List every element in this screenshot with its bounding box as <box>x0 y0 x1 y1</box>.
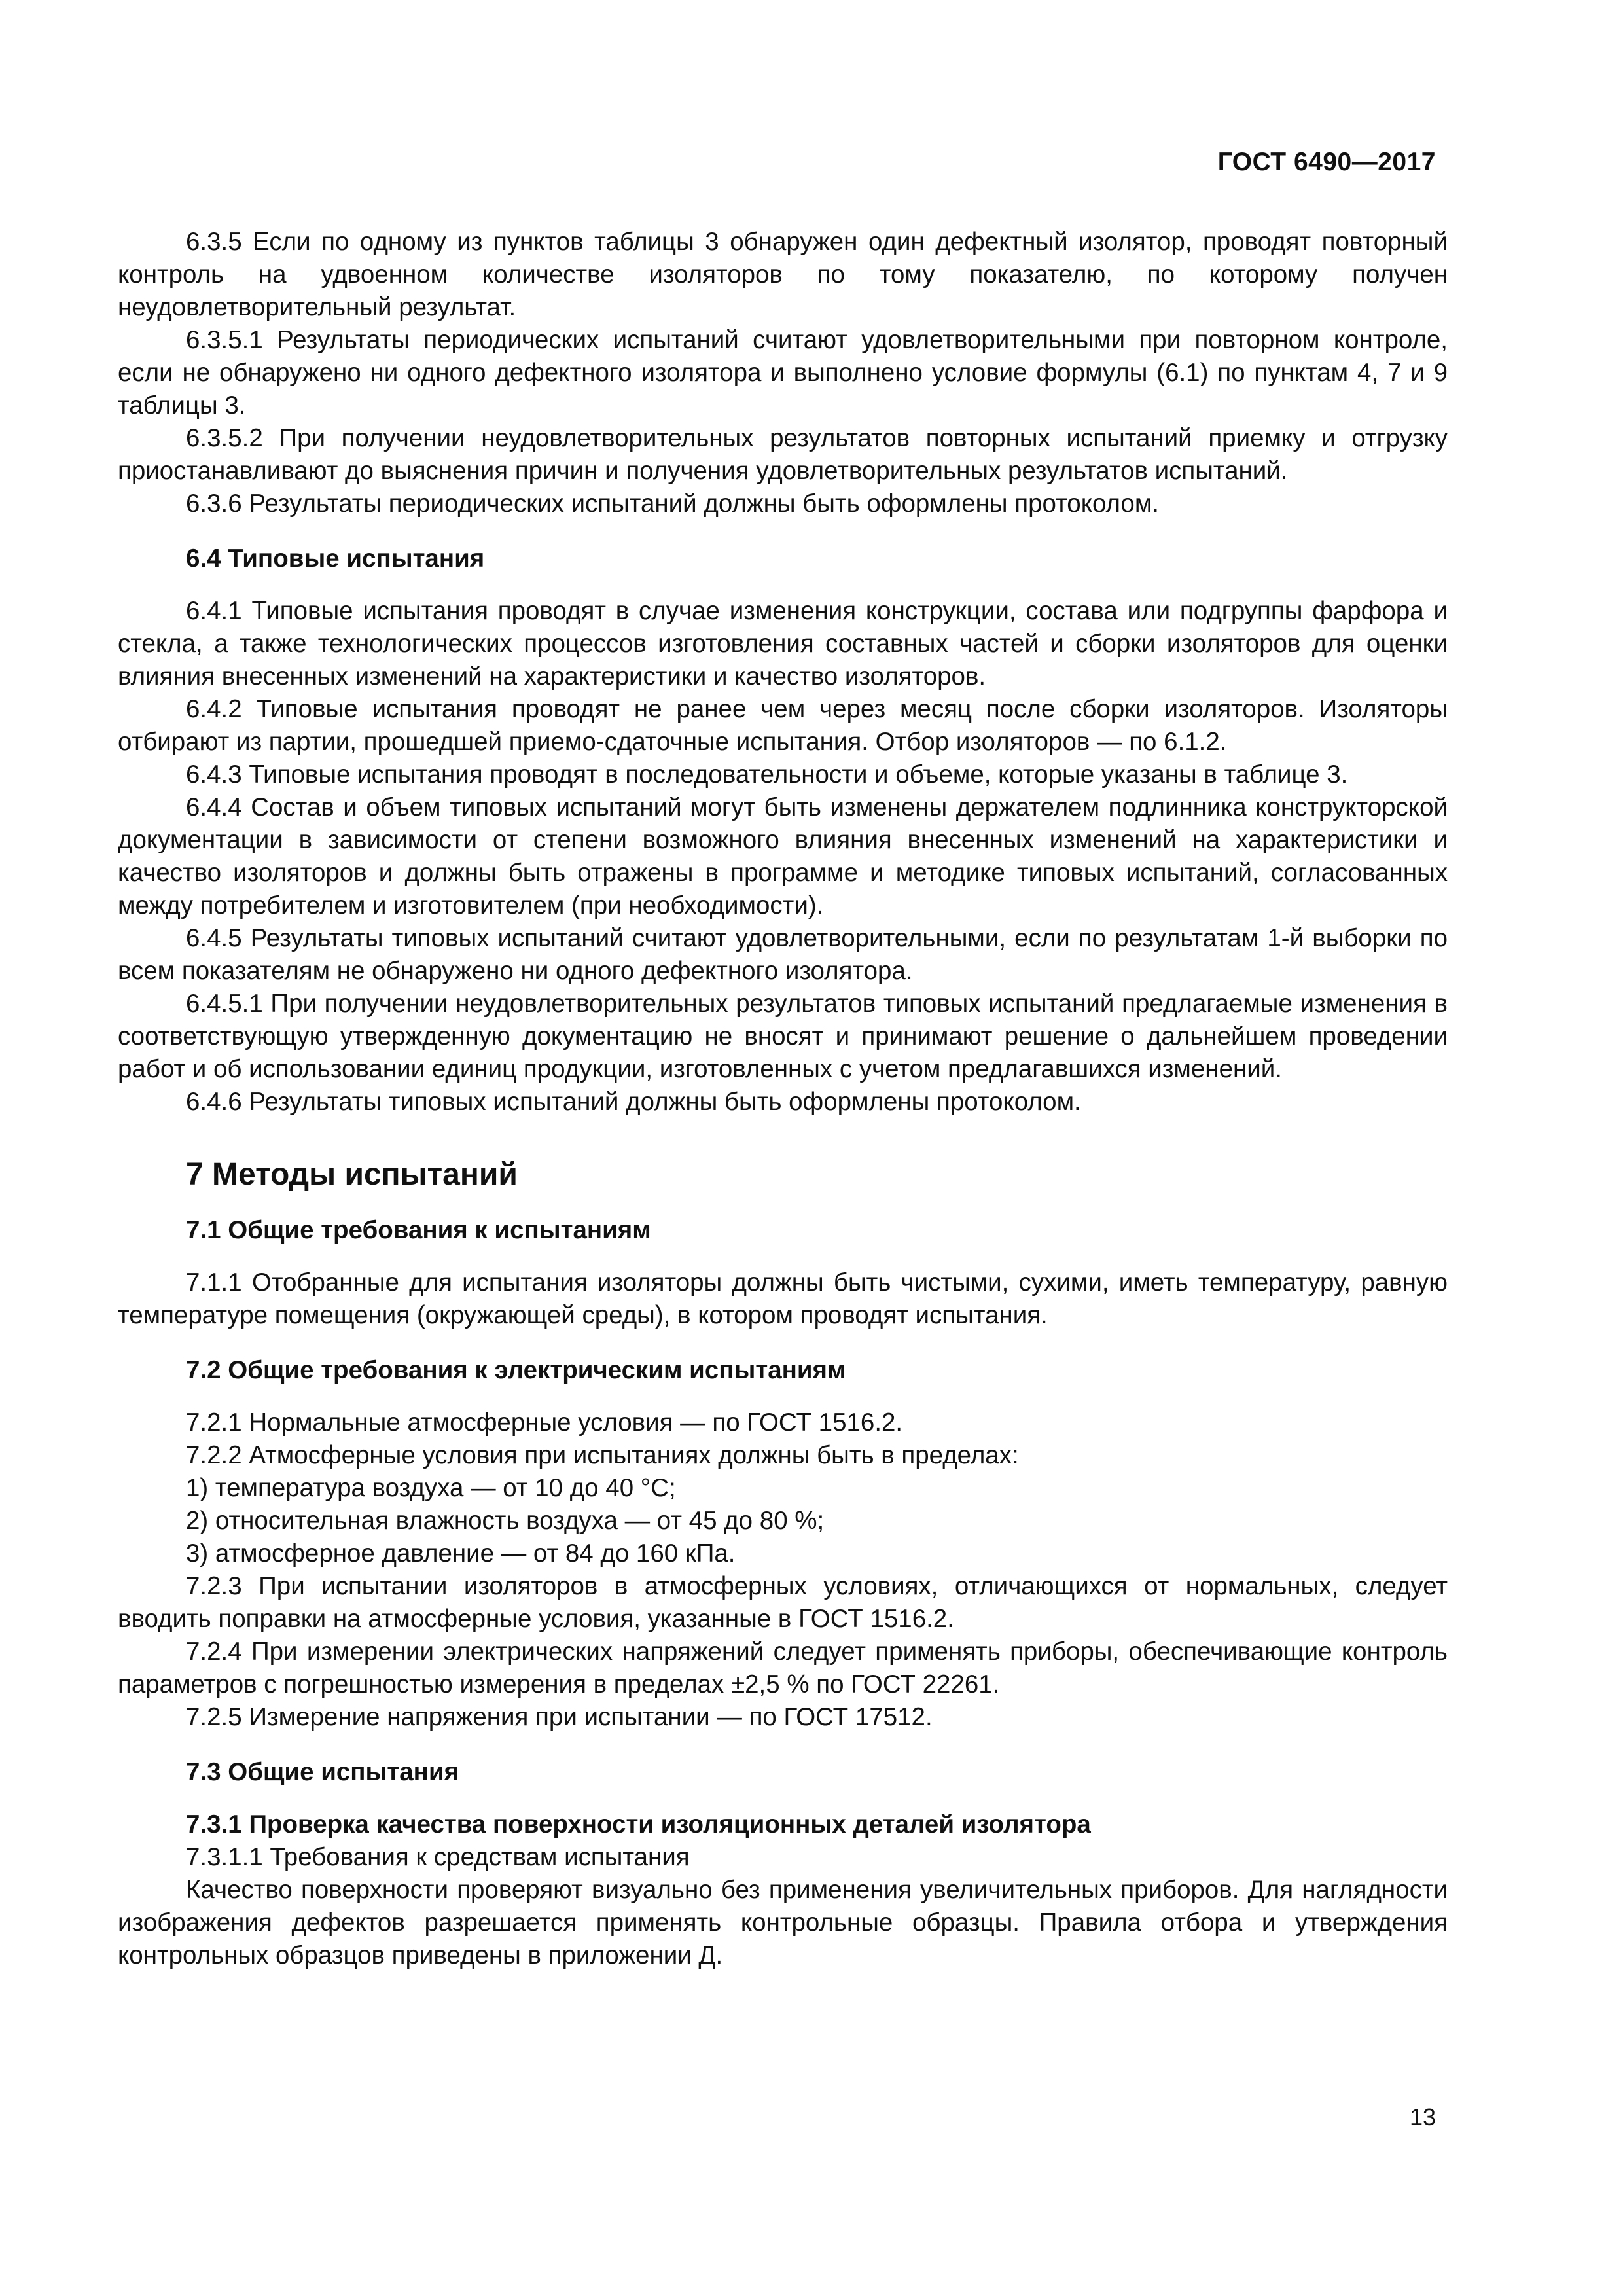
paragraph-7-1-1: 7.1.1 Отобранные для испытания изоляторы должны быть чистыми, сухими, иметь температуру, равную температуре помещения (окружающей среды), в котором проводят испытания. <box>118 1268 1448 1329</box>
paragraph-7-2-1: 7.2.1 Нормальные атмосферные условия — по ГОСТ 1516.2. <box>186 1408 903 1437</box>
paragraph-6-4-6: 6.4.6 Результаты типовых испытаний должны быть оформлены протоколом. <box>186 1088 1081 1116</box>
section-heading-7-3-1: 7.3.1 Проверка качества поверхности изоляционных деталей изолятора <box>186 1810 1091 1839</box>
paragraph-6-3-5: 6.3.5 Если по одному из пунктов таблицы 3 обнаружен один дефектный изолятор, проводят повторный контроль на удвоенном количестве изоляторов по тому показателю, по которому получен неудовлетворительный результат. <box>118 228 1448 321</box>
section-heading-7-2: 7.2 Общие требования к электрическим испытаниям <box>186 1356 846 1384</box>
paragraph-6-3-5-2: 6.3.5.2 При получении неудовлетворительных результатов повторных испытаний приемку и отгрузку приостанавливают до выяснения причин и получения удовлетворительных результатов испытаний. <box>118 424 1448 485</box>
paragraph-7-2-3: 7.2.3 При испытании изоляторов в атмосферных условиях, отличающихся от нормальных, следует вводить поправки на атмосферные условия, указанные в ГОСТ 1516.2. <box>118 1572 1448 1633</box>
paragraph-6-4-5: 6.4.5 Результаты типовых испытаний считают удовлетворительными, если по результатам 1-й выборки по всем показателям не обнаружено ни одного дефектного изолятора. <box>118 924 1448 985</box>
paragraph-6-3-6: 6.3.6 Результаты периодических испытаний должны быть оформлены протоколом. <box>186 490 1160 518</box>
chapter-heading-7: 7 Методы испытаний <box>186 1157 518 1192</box>
paragraph-6-3-5-1: 6.3.5.1 Результаты периодических испытаний считают удовлетворительными при повторном контроле, если не обнаружено ни одного дефектного изолятора и выполнено условие формулы (6.1) по пунктам 4, 7 и 9 таблицы 3. <box>118 326 1448 420</box>
paragraph-7-2-4: 7.2.4 При измерении электрических напряжений следует применять приборы, обеспечивающие контроль параметров с погрешностью измерения в пределах ±2,5 % по ГОСТ 22261. <box>118 1638 1448 1698</box>
paragraph-6-4-1: 6.4.1 Типовые испытания проводят в случае изменения конструкции, состава или подгруппы фарфора и стекла, а также технологических процессов изготовления составных частей и сборки изоляторов для оценки влияния внесенных изменений на характеристики и качество изоляторов. <box>118 597 1448 691</box>
document-body <box>118 226 1448 1972</box>
list-item-humidity: 2) относительная влажность воздуха — от 45 до 80 %; <box>186 1507 825 1535</box>
section-heading-7-3: 7.3 Общие испытания <box>186 1758 459 1786</box>
paragraph-7-2-5: 7.2.5 Измерение напряжения при испытании — по ГОСТ 17512. <box>186 1703 933 1731</box>
paragraph-6-4-3: 6.4.3 Типовые испытания проводят в последовательности и объеме, которые указаны в таблице 3. <box>186 761 1348 789</box>
section-heading-7-1: 7.1 Общие требования к испытаниям <box>186 1216 651 1244</box>
list-item-pressure: 3) атмосферное давление — от 84 до 160 кПа. <box>186 1539 736 1568</box>
list-item-temperature: 1) температура воздуха — от 10 до 40 °С; <box>186 1474 676 1502</box>
document-code-header: ГОСТ 6490—2017 <box>1217 148 1436 176</box>
paragraph-6-4-4: 6.4.4 Состав и объем типовых испытаний могут быть изменены держателем подлинника конструкторской документации в зависимости от степени возможного влияния внесенных изменений на характеристики и качество изоляторов и должны быть отражены в программе и методике типовых испытаний, согласованных между потребителем и изготовителем (при необходимости). <box>118 793 1448 920</box>
paragraph-7-2-2: 7.2.2 Атмосферные условия при испытаниях должны быть в пределах: <box>186 1441 1019 1469</box>
paragraph-6-4-2: 6.4.2 Типовые испытания проводят не ранее чем через месяц после сборки изоляторов. Изоляторы отбирают из партии, прошедшей приемо-сдаточные испытания. Отбор изоляторов — по 6.1.2. <box>118 695 1448 756</box>
section-heading-6-4: 6.4 Типовые испытания <box>186 545 485 573</box>
paragraph-7-3-1-1: 7.3.1.1 Требования к средствам испытания <box>186 1843 690 1871</box>
page-number: 13 <box>1409 2104 1436 2130</box>
paragraph-6-4-5-1: 6.4.5.1 При получении неудовлетворительных результатов типовых испытаний предлагаемые изменения в соответствующую утвержденную документацию не вносят и принимают решение о дальнейшем проведении работ и об использовании единиц продукции, изготовленных с учетом предлагавшихся изменений. <box>118 990 1448 1083</box>
paragraph-surface-quality: Качество поверхности проверяют визуально без применения увеличительных приборов. Для наглядности изображения дефектов разрешается применять контрольные образцы. Правила отбора и утверждения контрольных образцов приведены в приложении Д. <box>118 1876 1448 1969</box>
